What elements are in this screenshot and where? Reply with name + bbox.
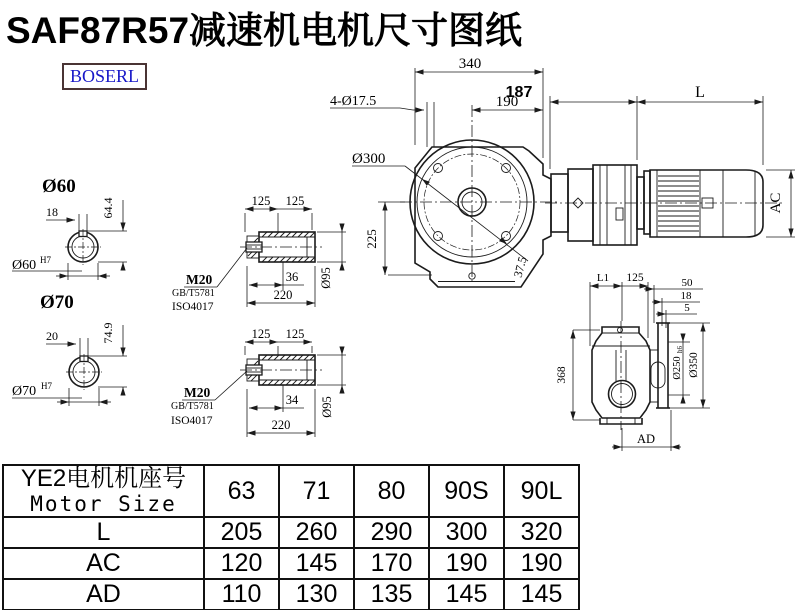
dim-50: 50 bbox=[681, 277, 693, 289]
row-label-AC: AC bbox=[3, 548, 204, 579]
cell: 320 bbox=[504, 517, 579, 548]
dim-AC: AC bbox=[768, 192, 784, 214]
dim-125a: 125 bbox=[251, 194, 271, 208]
dim-340: 340 bbox=[458, 56, 482, 72]
side-view bbox=[506, 84, 795, 245]
dim-holes: 4-Ø17.5 bbox=[330, 94, 377, 109]
col-71: 71 bbox=[279, 465, 354, 517]
table-row-L bbox=[3, 517, 579, 548]
dim-368: 368 bbox=[556, 366, 568, 384]
dim-dia95a: Ø95 bbox=[319, 267, 333, 289]
cell: 260 bbox=[279, 517, 354, 548]
dim-225: 225 bbox=[364, 229, 379, 249]
cell: 300 bbox=[429, 517, 504, 548]
dim-125b: 125 bbox=[285, 194, 305, 208]
cell: 110 bbox=[204, 579, 279, 610]
cell: 190 bbox=[504, 548, 579, 579]
dim-187: 187 bbox=[505, 84, 533, 101]
hollow-shaft-view-bottom bbox=[171, 327, 346, 437]
std-iso: ISO4017 bbox=[172, 301, 214, 313]
std-gb: GB/T5781 bbox=[172, 288, 215, 299]
brand-logo: BOSERL bbox=[62, 63, 147, 90]
dim-key20: 20 bbox=[46, 329, 58, 343]
dim-18: 18 bbox=[680, 290, 692, 302]
dim-dia350: Ø350 bbox=[688, 352, 700, 378]
dim-125e: 125 bbox=[626, 272, 644, 284]
table-header-row bbox=[3, 465, 579, 517]
dim-AD: AD bbox=[636, 432, 656, 446]
cell: 145 bbox=[279, 548, 354, 579]
shaft60-title: Ø60 bbox=[42, 176, 76, 197]
cell: 290 bbox=[354, 517, 429, 548]
cell: 170 bbox=[354, 548, 429, 579]
cell: 135 bbox=[354, 579, 429, 610]
dim-644: 64.4 bbox=[101, 197, 115, 219]
header-en: Motor Size bbox=[30, 492, 177, 516]
dim-220b: 220 bbox=[271, 418, 291, 432]
cell: 120 bbox=[204, 548, 279, 579]
dim-220a: 220 bbox=[273, 288, 293, 302]
table-row-AD bbox=[3, 579, 579, 610]
col-80: 80 bbox=[354, 465, 429, 517]
dim-375: 37.5 bbox=[510, 255, 530, 279]
thread-label-2: M20 bbox=[184, 385, 211, 400]
col-63: 63 bbox=[204, 465, 279, 517]
cell: 130 bbox=[279, 579, 354, 610]
row-label-AD: AD bbox=[3, 579, 204, 610]
page-title: SAF87R57减速机电机尺寸图纸 bbox=[6, 10, 523, 51]
dim-125d: 125 bbox=[285, 327, 305, 341]
bore70-tolerance: H7 bbox=[41, 381, 52, 391]
cell: 190 bbox=[429, 548, 504, 579]
dim-125c: 125 bbox=[251, 327, 271, 341]
dim-dia95b: Ø95 bbox=[320, 396, 334, 418]
dim-36: 36 bbox=[285, 270, 299, 284]
dim-dia300: Ø300 bbox=[352, 151, 386, 167]
bore60-label: Ø60 bbox=[12, 258, 37, 273]
cell: 145 bbox=[504, 579, 579, 610]
shaft-section-60 bbox=[12, 176, 127, 280]
cell: 205 bbox=[204, 517, 279, 548]
shaft70-title: Ø70 bbox=[40, 292, 74, 313]
hollow-shaft-view-top bbox=[172, 194, 346, 313]
dim-749: 74.9 bbox=[101, 322, 115, 344]
rear-view bbox=[556, 272, 710, 451]
std-gb-2: GB/T5781 bbox=[171, 401, 214, 412]
dim-190: 190 bbox=[495, 94, 519, 110]
dim-key18: 18 bbox=[46, 205, 58, 219]
table-header-cell bbox=[3, 465, 204, 517]
table-row-AC bbox=[3, 548, 579, 579]
dim-5: 5 bbox=[684, 302, 690, 314]
technical-drawing bbox=[0, 50, 800, 462]
header-cn: YE2电机机座号 bbox=[20, 465, 187, 492]
dim-L: L bbox=[695, 84, 705, 101]
dim-dia250: Ø250 bbox=[672, 356, 683, 380]
row-label-L: L bbox=[3, 517, 204, 548]
std-iso-2: ISO4017 bbox=[171, 415, 213, 427]
col-90s: 90S bbox=[429, 465, 504, 517]
thread-label: M20 bbox=[186, 272, 213, 287]
col-90l: 90L bbox=[504, 465, 579, 517]
bore70-label: Ø70 bbox=[12, 384, 37, 399]
dim-34: 34 bbox=[285, 393, 299, 407]
shaft-section-70 bbox=[12, 292, 127, 406]
dim-dia250-tol: h6 bbox=[676, 346, 684, 353]
cell: 145 bbox=[429, 579, 504, 610]
dim-L1: L1 bbox=[596, 272, 610, 284]
motor-size-table bbox=[2, 464, 580, 610]
bore60-tolerance: H7 bbox=[40, 255, 51, 265]
